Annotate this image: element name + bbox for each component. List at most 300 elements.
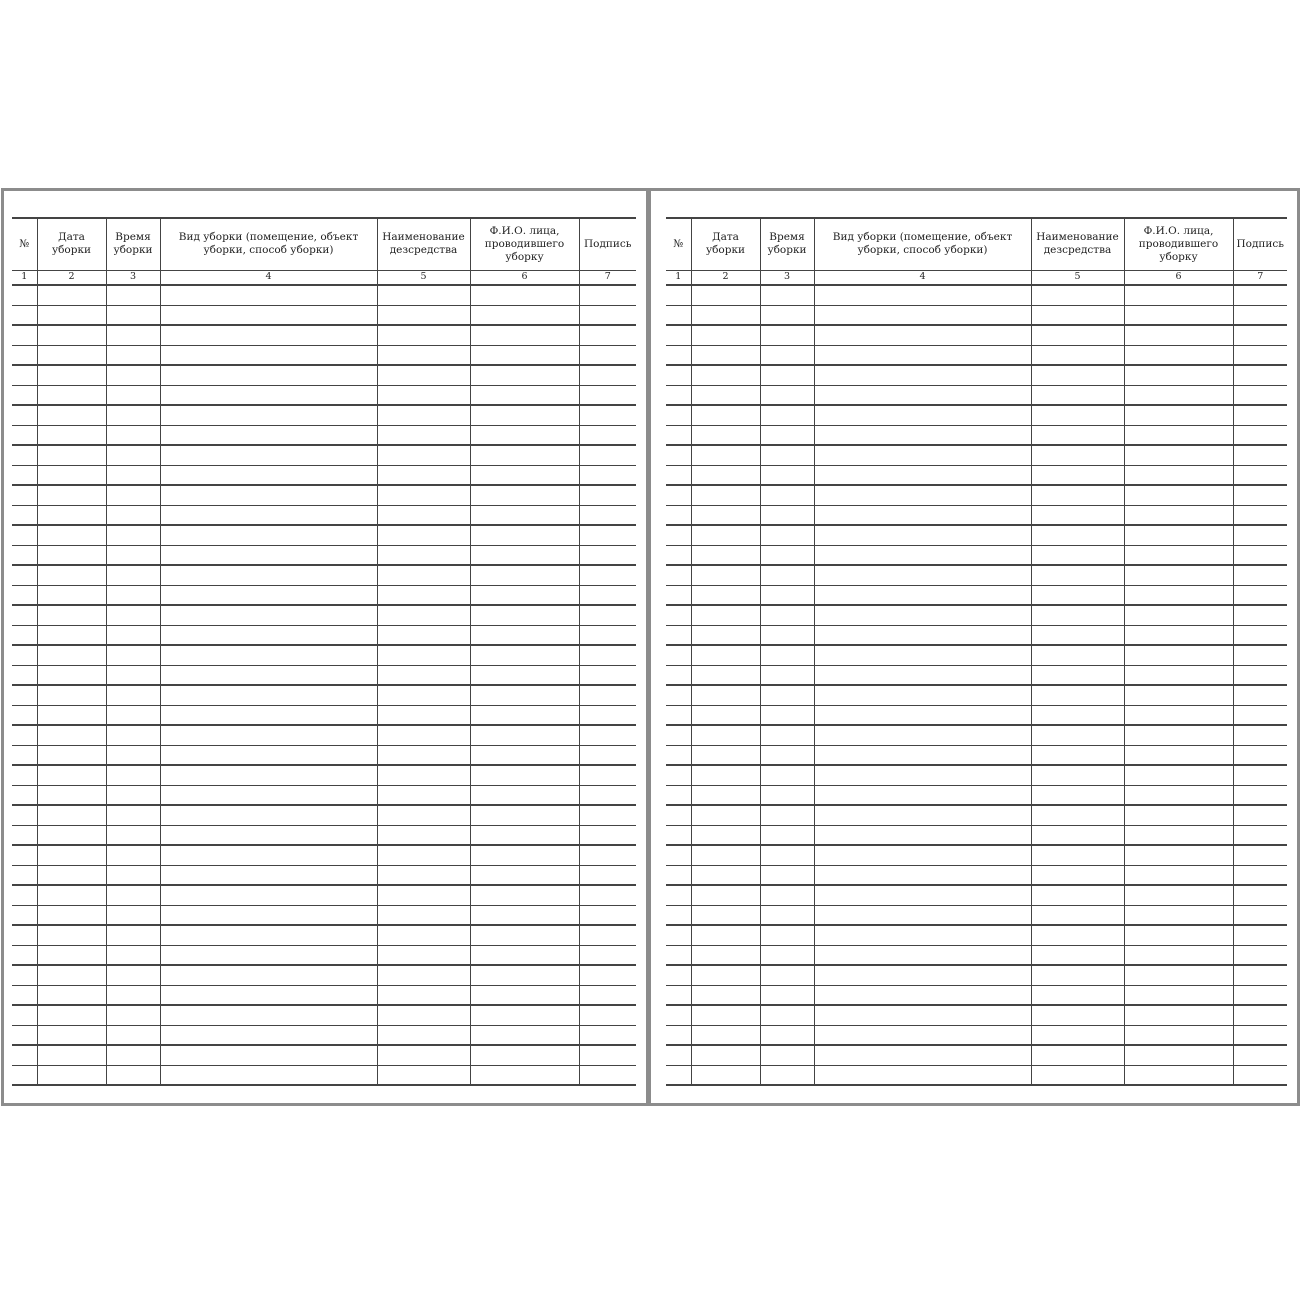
blank-cell xyxy=(1124,765,1233,785)
blank-cell xyxy=(666,985,691,1005)
blank-cell xyxy=(691,945,760,965)
blank-cell xyxy=(1031,725,1124,745)
blank-cell xyxy=(666,925,691,945)
blank-cell xyxy=(12,805,37,825)
blank-cell xyxy=(1031,1005,1124,1025)
blank-cell xyxy=(1233,445,1287,465)
blank-cell xyxy=(579,1045,636,1065)
blank-cell xyxy=(12,765,37,785)
blank-cell xyxy=(691,565,760,585)
blank-cell xyxy=(37,745,106,765)
blank-cell xyxy=(106,325,160,345)
blank-cell xyxy=(1031,945,1124,965)
blank-cell xyxy=(691,625,760,645)
blank-cell xyxy=(37,325,106,345)
blank-cell xyxy=(1031,905,1124,925)
blank-cell xyxy=(37,645,106,665)
blank-cell xyxy=(160,625,377,645)
blank-cell xyxy=(1233,885,1287,905)
blank-cell xyxy=(106,285,160,305)
blank-cell xyxy=(37,305,106,325)
blank-cell xyxy=(106,465,160,485)
blank-cell xyxy=(106,765,160,785)
blank-cell xyxy=(1031,985,1124,1005)
blank-cell xyxy=(1233,785,1287,805)
blank-cell xyxy=(691,885,760,905)
blank-cell xyxy=(377,705,470,725)
blank-cell xyxy=(470,285,579,305)
blank-cell xyxy=(37,505,106,525)
blank-row xyxy=(666,725,1287,745)
blank-row xyxy=(666,805,1287,825)
blank-cell xyxy=(760,585,814,605)
blank-row xyxy=(12,965,636,985)
blank-cell xyxy=(12,725,37,745)
blank-cell xyxy=(1031,705,1124,725)
blank-row xyxy=(12,385,636,405)
blank-row xyxy=(666,1005,1287,1025)
blank-cell xyxy=(1124,365,1233,385)
blank-cell xyxy=(160,885,377,905)
blank-cell xyxy=(1124,1065,1233,1085)
blank-cell xyxy=(106,805,160,825)
blank-cell xyxy=(579,965,636,985)
blank-cell xyxy=(12,925,37,945)
blank-cell xyxy=(377,1005,470,1025)
blank-cell xyxy=(37,625,106,645)
blank-cell xyxy=(1124,305,1233,325)
blank-row xyxy=(12,805,636,825)
blank-cell xyxy=(12,745,37,765)
blank-cell xyxy=(1233,465,1287,485)
blank-cell xyxy=(37,845,106,865)
blank-cell xyxy=(1233,965,1287,985)
blank-cell xyxy=(106,785,160,805)
blank-cell xyxy=(1124,325,1233,345)
blank-cell xyxy=(160,285,377,305)
blank-cell xyxy=(1124,345,1233,365)
blank-row xyxy=(666,845,1287,865)
blank-cell xyxy=(1124,865,1233,885)
blank-cell xyxy=(691,465,760,485)
blank-cell xyxy=(1031,525,1124,545)
blank-cell xyxy=(579,1005,636,1025)
blank-cell xyxy=(377,945,470,965)
blank-cell xyxy=(1124,1005,1233,1025)
blank-cell xyxy=(666,765,691,785)
blank-cell xyxy=(666,1005,691,1025)
blank-cell xyxy=(1124,585,1233,605)
blank-cell xyxy=(12,345,37,365)
blank-cell xyxy=(37,945,106,965)
blank-row xyxy=(12,885,636,905)
blank-cell xyxy=(579,505,636,525)
blank-cell xyxy=(760,845,814,865)
blank-cell xyxy=(760,525,814,545)
blank-cell xyxy=(106,645,160,665)
blank-cell xyxy=(1233,365,1287,385)
blank-row xyxy=(666,565,1287,585)
header-time: Время уборки xyxy=(106,218,160,270)
blank-row xyxy=(666,745,1287,765)
header-cleaning-type: Вид уборки (помещение, объект уборки, способ уборки) xyxy=(814,218,1031,270)
blank-cell xyxy=(666,825,691,845)
blank-row xyxy=(12,985,636,1005)
blank-cell xyxy=(106,665,160,685)
blank-cell xyxy=(579,665,636,685)
blank-cell xyxy=(760,945,814,965)
blank-cell xyxy=(579,585,636,605)
blank-cell xyxy=(1031,645,1124,665)
blank-rows xyxy=(12,285,636,1085)
blank-cell xyxy=(691,985,760,1005)
blank-cell xyxy=(579,525,636,545)
blank-cell xyxy=(1031,545,1124,565)
blank-cell xyxy=(814,725,1031,745)
blank-cell xyxy=(1124,525,1233,545)
blank-cell xyxy=(377,525,470,545)
blank-row xyxy=(12,405,636,425)
blank-cell xyxy=(760,425,814,445)
blank-cell xyxy=(106,825,160,845)
cleaning-log-table xyxy=(12,217,636,1086)
blank-cell xyxy=(666,485,691,505)
blank-cell xyxy=(1031,485,1124,505)
blank-cell xyxy=(377,1045,470,1065)
blank-row xyxy=(666,905,1287,925)
blank-cell xyxy=(579,405,636,425)
blank-cell xyxy=(1233,1065,1287,1085)
blank-cell xyxy=(1124,545,1233,565)
blank-cell xyxy=(106,685,160,705)
blank-cell xyxy=(579,645,636,665)
blank-cell xyxy=(160,1045,377,1065)
blank-cell xyxy=(106,305,160,325)
blank-row xyxy=(12,665,636,685)
blank-cell xyxy=(760,485,814,505)
blank-row xyxy=(12,285,636,305)
blank-cell xyxy=(106,385,160,405)
blank-cell xyxy=(106,405,160,425)
blank-cell xyxy=(691,705,760,725)
blank-row xyxy=(12,705,636,725)
blank-cell xyxy=(666,405,691,425)
blank-cell xyxy=(12,865,37,885)
blank-cell xyxy=(1124,505,1233,525)
blank-cell xyxy=(666,885,691,905)
blank-cell xyxy=(1124,685,1233,705)
blank-row xyxy=(666,405,1287,425)
blank-cell xyxy=(106,985,160,1005)
blank-cell xyxy=(1124,485,1233,505)
blank-cell xyxy=(760,465,814,485)
blank-row xyxy=(666,1045,1287,1065)
blank-cell xyxy=(106,525,160,545)
blank-cell xyxy=(691,1005,760,1025)
blank-cell xyxy=(760,405,814,425)
blank-cell xyxy=(814,425,1031,445)
blank-cell xyxy=(37,725,106,745)
blank-cell xyxy=(1031,565,1124,585)
blank-cell xyxy=(760,445,814,465)
blank-cell xyxy=(12,285,37,305)
blank-cell xyxy=(579,1025,636,1045)
blank-cell xyxy=(106,605,160,625)
blank-cell xyxy=(760,385,814,405)
blank-cell xyxy=(760,985,814,1005)
blank-cell xyxy=(37,385,106,405)
blank-cell xyxy=(37,285,106,305)
blank-cell xyxy=(12,305,37,325)
blank-cell xyxy=(12,365,37,385)
blank-cell xyxy=(160,965,377,985)
blank-cell xyxy=(160,305,377,325)
blank-cell xyxy=(1233,705,1287,725)
blank-cell xyxy=(377,825,470,845)
blank-cell xyxy=(579,885,636,905)
blank-cell xyxy=(377,605,470,625)
blank-row xyxy=(12,1065,636,1085)
blank-row xyxy=(12,1045,636,1065)
blank-cell xyxy=(814,745,1031,765)
blank-cell xyxy=(106,945,160,965)
blank-row xyxy=(12,1025,636,1045)
blank-cell xyxy=(814,765,1031,785)
blank-cell xyxy=(12,645,37,665)
blank-cell xyxy=(106,425,160,445)
blank-cell xyxy=(814,585,1031,605)
blank-cell xyxy=(37,665,106,685)
blank-cell xyxy=(470,305,579,325)
blank-cell xyxy=(470,905,579,925)
blank-cell xyxy=(377,485,470,505)
blank-cell xyxy=(106,885,160,905)
blank-cell xyxy=(106,845,160,865)
blank-cell xyxy=(579,1065,636,1085)
blank-cell xyxy=(470,785,579,805)
blank-cell xyxy=(1124,985,1233,1005)
blank-cell xyxy=(37,425,106,445)
blank-cell xyxy=(12,465,37,485)
blank-row xyxy=(12,325,636,345)
blank-cell xyxy=(160,465,377,485)
blank-cell xyxy=(1233,685,1287,705)
blank-cell xyxy=(691,725,760,745)
blank-cell xyxy=(579,625,636,645)
blank-cell xyxy=(760,545,814,565)
blank-cell xyxy=(814,805,1031,825)
blank-cell xyxy=(1124,445,1233,465)
blank-row xyxy=(12,585,636,605)
blank-cell xyxy=(12,685,37,705)
blank-cell xyxy=(1233,345,1287,365)
blank-cell xyxy=(691,325,760,345)
blank-cell xyxy=(1124,385,1233,405)
blank-row xyxy=(12,1005,636,1025)
blank-row xyxy=(12,905,636,925)
blank-cell xyxy=(1233,945,1287,965)
blank-row xyxy=(12,485,636,505)
blank-cell xyxy=(1031,405,1124,425)
blank-cell xyxy=(691,585,760,605)
header-disinfectant: Наименование дезсредства xyxy=(1031,218,1124,270)
blank-cell xyxy=(1124,885,1233,905)
blank-cell xyxy=(814,685,1031,705)
blank-cell xyxy=(814,385,1031,405)
blank-cell xyxy=(106,345,160,365)
blank-row xyxy=(666,785,1287,805)
blank-cell xyxy=(470,965,579,985)
blank-row xyxy=(12,725,636,745)
blank-cell xyxy=(760,285,814,305)
blank-row xyxy=(12,945,636,965)
blank-cell xyxy=(160,865,377,885)
blank-cell xyxy=(160,425,377,445)
blank-cell xyxy=(377,345,470,365)
blank-cell xyxy=(1124,625,1233,645)
blank-cell xyxy=(814,405,1031,425)
blank-cell xyxy=(37,365,106,385)
blank-cell xyxy=(160,845,377,865)
blank-cell xyxy=(760,1025,814,1045)
blank-row xyxy=(666,965,1287,985)
blank-cell xyxy=(1031,665,1124,685)
blank-cell xyxy=(470,545,579,565)
blank-cell xyxy=(666,945,691,965)
blank-cell xyxy=(12,705,37,725)
blank-cell xyxy=(377,645,470,665)
cleaning-log-table xyxy=(666,217,1287,1086)
blank-cell xyxy=(666,505,691,525)
blank-cell xyxy=(814,905,1031,925)
blank-cell xyxy=(579,305,636,325)
column-number-5: 5 xyxy=(1031,270,1124,285)
blank-row xyxy=(666,625,1287,645)
blank-cell xyxy=(1031,1045,1124,1065)
blank-cell xyxy=(579,325,636,345)
blank-cell xyxy=(37,605,106,625)
blank-cell xyxy=(666,1025,691,1045)
blank-cell xyxy=(1124,845,1233,865)
blank-cell xyxy=(1124,965,1233,985)
blank-cell xyxy=(814,825,1031,845)
blank-cell xyxy=(37,485,106,505)
blank-cell xyxy=(106,705,160,725)
blank-cell xyxy=(377,465,470,485)
blank-row xyxy=(12,865,636,885)
blank-cell xyxy=(760,785,814,805)
blank-cell xyxy=(470,345,579,365)
blank-cell xyxy=(1233,485,1287,505)
blank-cell xyxy=(691,745,760,765)
blank-cell xyxy=(691,645,760,665)
blank-cell xyxy=(470,565,579,585)
blank-cell xyxy=(579,785,636,805)
blank-cell xyxy=(1124,565,1233,585)
blank-cell xyxy=(160,645,377,665)
left-page xyxy=(1,188,649,1106)
blank-cell xyxy=(470,1045,579,1065)
blank-cell xyxy=(760,1005,814,1025)
blank-cell xyxy=(814,485,1031,505)
blank-row xyxy=(12,745,636,765)
blank-cell xyxy=(160,1025,377,1045)
blank-cell xyxy=(666,1065,691,1085)
blank-cell xyxy=(12,885,37,905)
blank-cell xyxy=(1031,925,1124,945)
blank-cell xyxy=(377,325,470,345)
blank-cell xyxy=(12,405,37,425)
blank-cell xyxy=(470,765,579,785)
blank-cell xyxy=(1031,385,1124,405)
column-number-7: 7 xyxy=(1233,270,1287,285)
blank-cell xyxy=(666,325,691,345)
blank-cell xyxy=(470,505,579,525)
blank-cell xyxy=(377,1025,470,1045)
blank-cell xyxy=(666,705,691,725)
blank-cell xyxy=(377,765,470,785)
blank-cell xyxy=(470,385,579,405)
blank-cell xyxy=(691,545,760,565)
blank-cell xyxy=(12,525,37,545)
blank-cell xyxy=(691,905,760,925)
blank-cell xyxy=(37,965,106,985)
blank-cell xyxy=(470,585,579,605)
blank-row xyxy=(12,365,636,385)
column-number-1: 1 xyxy=(12,270,37,285)
blank-cell xyxy=(579,985,636,1005)
blank-cell xyxy=(37,1025,106,1045)
blank-row xyxy=(12,525,636,545)
blank-cell xyxy=(37,865,106,885)
blank-row xyxy=(666,305,1287,325)
blank-cell xyxy=(1233,645,1287,665)
blank-cell xyxy=(1233,865,1287,885)
blank-cell xyxy=(106,965,160,985)
blank-cell xyxy=(1233,1005,1287,1025)
blank-cell xyxy=(160,985,377,1005)
blank-cell xyxy=(1124,825,1233,845)
blank-cell xyxy=(470,805,579,825)
blank-cell xyxy=(1233,925,1287,945)
blank-cell xyxy=(814,445,1031,465)
blank-cell xyxy=(691,605,760,625)
blank-cell xyxy=(160,365,377,385)
blank-cell xyxy=(760,625,814,645)
blank-cell xyxy=(160,385,377,405)
blank-cell xyxy=(106,865,160,885)
blank-cell xyxy=(1124,605,1233,625)
blank-cell xyxy=(37,545,106,565)
blank-cell xyxy=(377,865,470,885)
blank-cell xyxy=(760,505,814,525)
blank-cell xyxy=(760,925,814,945)
blank-cell xyxy=(666,745,691,765)
blank-cell xyxy=(666,445,691,465)
blank-cell xyxy=(1124,465,1233,485)
header-signature: Подпись xyxy=(1233,218,1287,270)
blank-cell xyxy=(470,825,579,845)
blank-cell xyxy=(1233,845,1287,865)
blank-row xyxy=(12,565,636,585)
blank-cell xyxy=(579,365,636,385)
blank-cell xyxy=(1233,805,1287,825)
blank-cell xyxy=(1031,965,1124,985)
blank-cell xyxy=(1124,645,1233,665)
blank-cell xyxy=(814,525,1031,545)
column-number-4: 4 xyxy=(160,270,377,285)
blank-cell xyxy=(666,785,691,805)
